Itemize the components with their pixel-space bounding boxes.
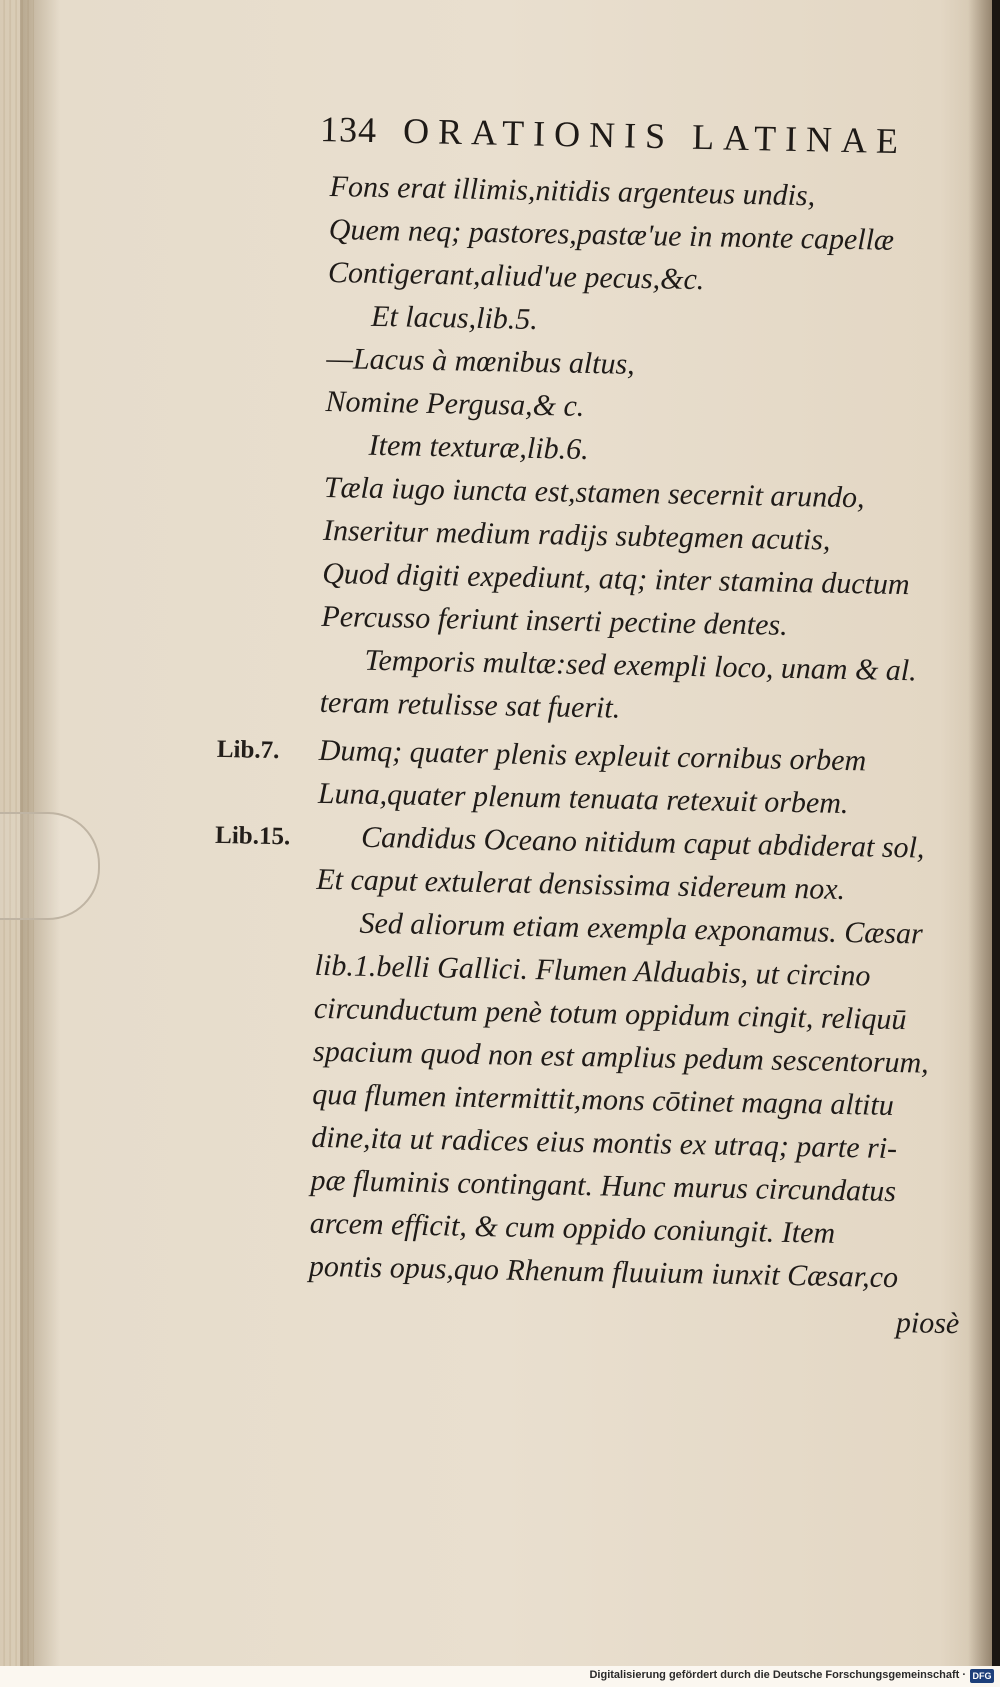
- running-title: ORATIONIS LATINAE: [402, 110, 908, 162]
- text-line: arcem efficit, & cum oppido coniungit. Item: [309, 1206, 836, 1250]
- text-line: Candidus Oceano nitidum caput abdiderat sol,: [360, 820, 925, 865]
- text-line: lib.1.belli Gallici. Flumen Alduabis, ut circino: [314, 948, 871, 993]
- footer-bar: [0, 1666, 1000, 1687]
- dfg-logo: DFG: [970, 1669, 994, 1683]
- funding-credit: Digitalisierung gefördert durch die Deutsche Forschungsgemeinschaft ·: [589, 1669, 966, 1681]
- text-line: Contigerant,aliud'ue pecus,&c.: [327, 255, 705, 297]
- bookmark-ribbon: [0, 812, 100, 920]
- text-line: Luna,quater plenum tenuata retexuit orbem.: [317, 776, 849, 821]
- text-line: Inseritur medium radijs subtegmen acutis,: [322, 513, 831, 557]
- text-line: —Lacus à mœnibus altus,: [326, 341, 636, 381]
- page-number: 134: [319, 109, 378, 151]
- margin-note: Lib.7.: [216, 735, 280, 765]
- text-line: Item texturæ,lib.6.: [368, 428, 589, 467]
- text-line: Et lacus,lib.5.: [370, 299, 539, 337]
- text-line: Nomine Pergusa,& c.: [325, 384, 585, 423]
- text-line: Quem neq; pastores,pastæ'ue in monte capellæ: [328, 212, 895, 257]
- text-line: pæ fluminis contingant. Hunc murus circundatus: [310, 1163, 897, 1209]
- text-line: Sed aliorum etiam exempla exponamus. Cæsar: [359, 906, 924, 951]
- text-line: teram retulisse sat fuerit.: [319, 685, 621, 725]
- text-line: circunductum penè totum oppidum cingit, reliquū: [313, 991, 907, 1037]
- text-line: Temporis multæ:sed exempli loco, unam & al.: [364, 643, 917, 688]
- text-line: Quod digiti expediunt, atq; inter stamina ductum: [321, 556, 910, 602]
- running-header: [319, 108, 960, 181]
- text-line: Et caput extulerat densissima sidereum nox.: [316, 862, 846, 907]
- catchword: piosè: [895, 1306, 960, 1341]
- margin-note: Lib.15.: [214, 821, 291, 851]
- text-line: Tæla iugo iuncta est,stamen secernit arundo,: [323, 470, 865, 515]
- text-line: Dumq; quater plenis expleuit cornibus orbem: [318, 733, 867, 778]
- text-line: qua flumen intermittit,mons cōtinet magna altitu: [311, 1077, 895, 1122]
- text-line: pontis opus,quo Rhenum fluuium iunxit Cæsar,co: [308, 1249, 899, 1295]
- right-edge-shadow: [968, 0, 992, 1666]
- text-line: Fons erat illimis,nitidis argenteus undis,: [329, 170, 816, 213]
- text-line: spacium quod non est amplius pedum sescentorum,: [312, 1034, 930, 1080]
- text-line: Percusso feriunt inserti pectine dentes.: [321, 599, 788, 642]
- text-line: dine,ita ut radices eius montis ex utraq; parte ri-: [311, 1120, 898, 1166]
